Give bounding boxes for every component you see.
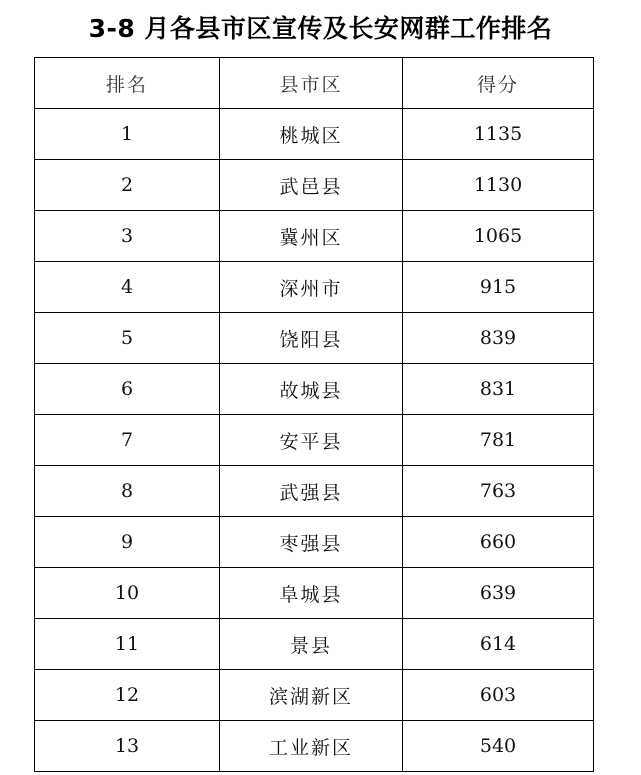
rank-cell: 5 — [35, 313, 220, 364]
score-cell: 1135 — [403, 109, 594, 160]
table-row — [35, 568, 594, 619]
table-row — [35, 313, 594, 364]
county-cell: 武邑县 — [220, 160, 403, 211]
county-cell: 阜城县 — [220, 568, 403, 619]
rank-cell: 2 — [35, 160, 220, 211]
score-cell: 831 — [403, 364, 594, 415]
header-score: 得分 — [403, 58, 594, 109]
score-cell: 1065 — [403, 211, 594, 262]
header-rank: 排名 — [35, 58, 220, 109]
table-row — [35, 364, 594, 415]
table-row — [35, 211, 594, 262]
table-row — [35, 415, 594, 466]
rank-cell: 9 — [35, 517, 220, 568]
score-cell: 614 — [403, 619, 594, 670]
rank-cell: 13 — [35, 721, 220, 772]
table-row — [35, 670, 594, 721]
rank-cell: 1 — [35, 109, 220, 160]
county-cell: 武强县 — [220, 466, 403, 517]
table-row — [35, 262, 594, 313]
score-cell: 839 — [403, 313, 594, 364]
rank-cell: 11 — [35, 619, 220, 670]
rank-cell: 4 — [35, 262, 220, 313]
score-cell: 915 — [403, 262, 594, 313]
score-cell: 763 — [403, 466, 594, 517]
county-cell: 滨湖新区 — [220, 670, 403, 721]
table-row — [35, 466, 594, 517]
county-cell: 故城县 — [220, 364, 403, 415]
score-cell: 660 — [403, 517, 594, 568]
rank-cell: 8 — [35, 466, 220, 517]
ranking-table — [34, 57, 594, 772]
county-cell: 枣强县 — [220, 517, 403, 568]
county-cell: 深州市 — [220, 262, 403, 313]
county-cell: 冀州区 — [220, 211, 403, 262]
county-cell: 工业新区 — [220, 721, 403, 772]
score-cell: 603 — [403, 670, 594, 721]
rank-cell: 10 — [35, 568, 220, 619]
county-cell: 景县 — [220, 619, 403, 670]
county-cell: 饶阳县 — [220, 313, 403, 364]
rank-cell: 7 — [35, 415, 220, 466]
rank-cell: 3 — [35, 211, 220, 262]
table-row — [35, 721, 594, 772]
county-cell: 桃城区 — [220, 109, 403, 160]
rank-cell: 6 — [35, 364, 220, 415]
table-row — [35, 160, 594, 211]
county-cell: 安平县 — [220, 415, 403, 466]
page-title: 3-8 月各县市区宣传及长安网群工作排名 — [88, 14, 553, 43]
score-cell: 540 — [403, 721, 594, 772]
table-row — [35, 619, 594, 670]
table-row — [35, 109, 594, 160]
header-county: 县市区 — [220, 58, 403, 109]
rank-cell: 12 — [35, 670, 220, 721]
table-header-row — [35, 58, 594, 109]
table-row — [35, 517, 594, 568]
score-cell: 1130 — [403, 160, 594, 211]
score-cell: 639 — [403, 568, 594, 619]
score-cell: 781 — [403, 415, 594, 466]
